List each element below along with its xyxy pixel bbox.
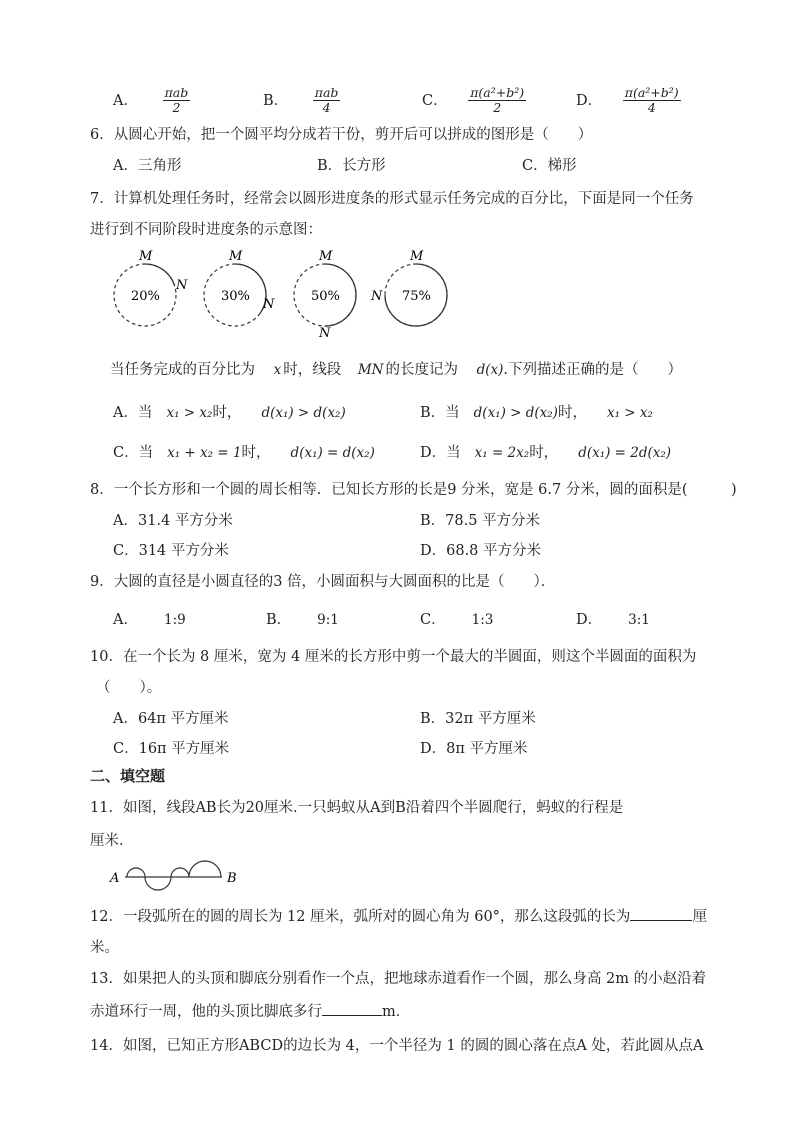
progress-circle-30 (204, 249, 275, 326)
q13-text: m． (382, 1004, 411, 1020)
progress-label-m: M (229, 249, 243, 264)
progress-percent: 75% (402, 289, 431, 304)
q9-option-d: D． 3:1 (576, 612, 650, 628)
q7-description (110, 358, 682, 379)
progress-percent: 50% (311, 289, 340, 304)
progress-percent: 30% (221, 289, 250, 304)
progress-label-n: N (263, 297, 275, 312)
progress-label-n: N (319, 326, 331, 340)
q8-option-a: A．31.4 平方分米 (113, 513, 233, 529)
q7-var-mn: MN (357, 362, 384, 378)
answer-blank[interactable] (322, 1001, 382, 1016)
progress-circle-50 (294, 249, 356, 340)
q10-option-a: A．64π 平方厘米 (113, 711, 229, 727)
q10-stem-line1: 10．在一个长为 8 厘米，宽为 4 厘米的长方形中剪一个最大的半圆面，则这个半圆面的面积为 (90, 649, 697, 665)
q11-stem-line1: 11．如图，线段AB长为20厘米.一只蚂蚁从A到B沿着四个半圆爬行，蚂蚁的行程是 (90, 800, 624, 816)
point-b-label: B (227, 871, 237, 886)
q8-option-c: C．314 平方分米 (113, 543, 229, 559)
q5-option-b (263, 86, 340, 116)
section-heading: 二、填空题 (90, 767, 166, 785)
q10-stem-line2: （ ）。 (96, 680, 162, 696)
progress-circle-75 (370, 249, 447, 326)
q5-option-letter: D． (576, 92, 603, 109)
q10-option-b: B．32π 平方厘米 (420, 711, 536, 727)
q8-stem: 8．一个长方形和一个圆的周长相等．已知长方形的长是9 分米，宽是 6.7 分米，圆的面积是( ) (90, 482, 737, 498)
progress-label-m: M (319, 249, 333, 264)
q9-option-a: A． 1:9 (113, 612, 186, 628)
q12-stem-line2: 米。 (90, 940, 119, 956)
q6-option-a: A．三角形 (113, 158, 182, 174)
q12-stem-line1 (90, 905, 707, 926)
answer-blank[interactable] (630, 906, 692, 921)
q12-text: 厘 (692, 909, 707, 925)
semicircle-path-figure (105, 856, 265, 896)
progress-label-m: M (139, 249, 153, 264)
q6-stem: 6．从圆心开始，把一个圆平均分成若干份，剪开后可以拼成的图形是（ ） (90, 127, 593, 143)
q7-text: .下列描述正确的是（ ） (503, 362, 682, 378)
q5-option-fraction: $\frac{\text{π(a²+b²)}}{2}$ (470, 85, 525, 116)
q5-option-fraction: $\frac{\text{πab}}{2}$ (164, 85, 189, 116)
q7-var-dx: d(x) (476, 362, 504, 378)
q7-var-x: x (273, 362, 282, 378)
q7-text: 当任务完成的百分比为 (110, 362, 255, 378)
q11-stem-line2: 厘米． (90, 833, 134, 849)
q5-option-fraction: $\frac{\text{π(a²+b²)}}{4}$ (624, 85, 679, 116)
q7-text: 的长度记为 (385, 362, 458, 378)
q6-option-c: C．梯形 (522, 158, 577, 174)
q5-option-fraction: $\frac{\text{πab}}{4}$ (314, 85, 339, 116)
q8-option-d: D．68.8 平方分米 (420, 543, 542, 559)
q5-option-d (576, 86, 681, 116)
q5-option-letter: A． (113, 92, 138, 109)
q5-option-c (422, 86, 526, 116)
progress-circles-figure (0, 245, 794, 340)
q8-option-b: B．78.5 平方分米 (420, 513, 541, 529)
q13-stem-line2 (90, 1000, 410, 1021)
q7-option-c: C．当 x₁ + x₂ = 1时， d(x₁) = d(x₂) (113, 445, 375, 461)
point-a-label: A (110, 871, 120, 886)
q13-stem-line1: 13．如果把人的头顶和脚底分别看作一个点，把地球赤道看作一个圆，那么身高 2m 的小赵沿着 (90, 971, 707, 987)
q7-stem-line1: 7．计算机处理任务时，经常会以圆形进度条的形式显示任务完成的百分比，下面是同一个任务 (90, 191, 694, 207)
q14-stem: 14．如图，已知正方形ABCD的边长为 4，一个半径为 1 的圆的圆心落在点A 处，若此圆从点A (90, 1038, 704, 1054)
q12-text: 12．一段弧所在的圆的周长为 12 厘米，弧所对的圆心角为 60°，那么这段弧的长为 (90, 909, 631, 925)
q9-option-b: B． 9:1 (266, 612, 339, 628)
q10-option-d: D．8π 平方厘米 (420, 741, 528, 757)
q5-option-letter: B． (263, 92, 289, 109)
q9-stem: 9．大圆的直径是小圆直径的3 倍，小圆面积与大圆面积的比是（ ）． (90, 574, 556, 590)
progress-label-n: N (371, 289, 383, 304)
progress-label-n: N (176, 278, 188, 293)
progress-label-m: M (410, 249, 424, 264)
q5-option-letter: C． (422, 92, 448, 109)
progress-circle-20 (114, 249, 188, 326)
q10-option-c: C．16π 平方厘米 (113, 741, 230, 757)
q7-option-a: A．当 x₁ > x₂时， d(x₁) > d(x₂) (113, 405, 346, 421)
q5-option-a (113, 86, 190, 116)
progress-percent: 20% (131, 289, 160, 304)
q7-option-b: B．当 d(x₁) > d(x₂)时， x₁ > x₂ (420, 405, 653, 421)
q7-text: 时，线段 (283, 362, 342, 378)
q7-stem-line2: 进行到不同阶段时进度条的示意图： (90, 222, 322, 238)
q9-option-c: C． 1:3 (420, 612, 494, 628)
q6-option-b: B．长方形 (317, 158, 386, 174)
q7-option-d: D．当 x₁ = 2x₂时， d(x₁) = 2d(x₂) (420, 445, 672, 461)
q13-text: 赤道环行一周，他的头顶比脚底多行 (90, 1004, 322, 1020)
